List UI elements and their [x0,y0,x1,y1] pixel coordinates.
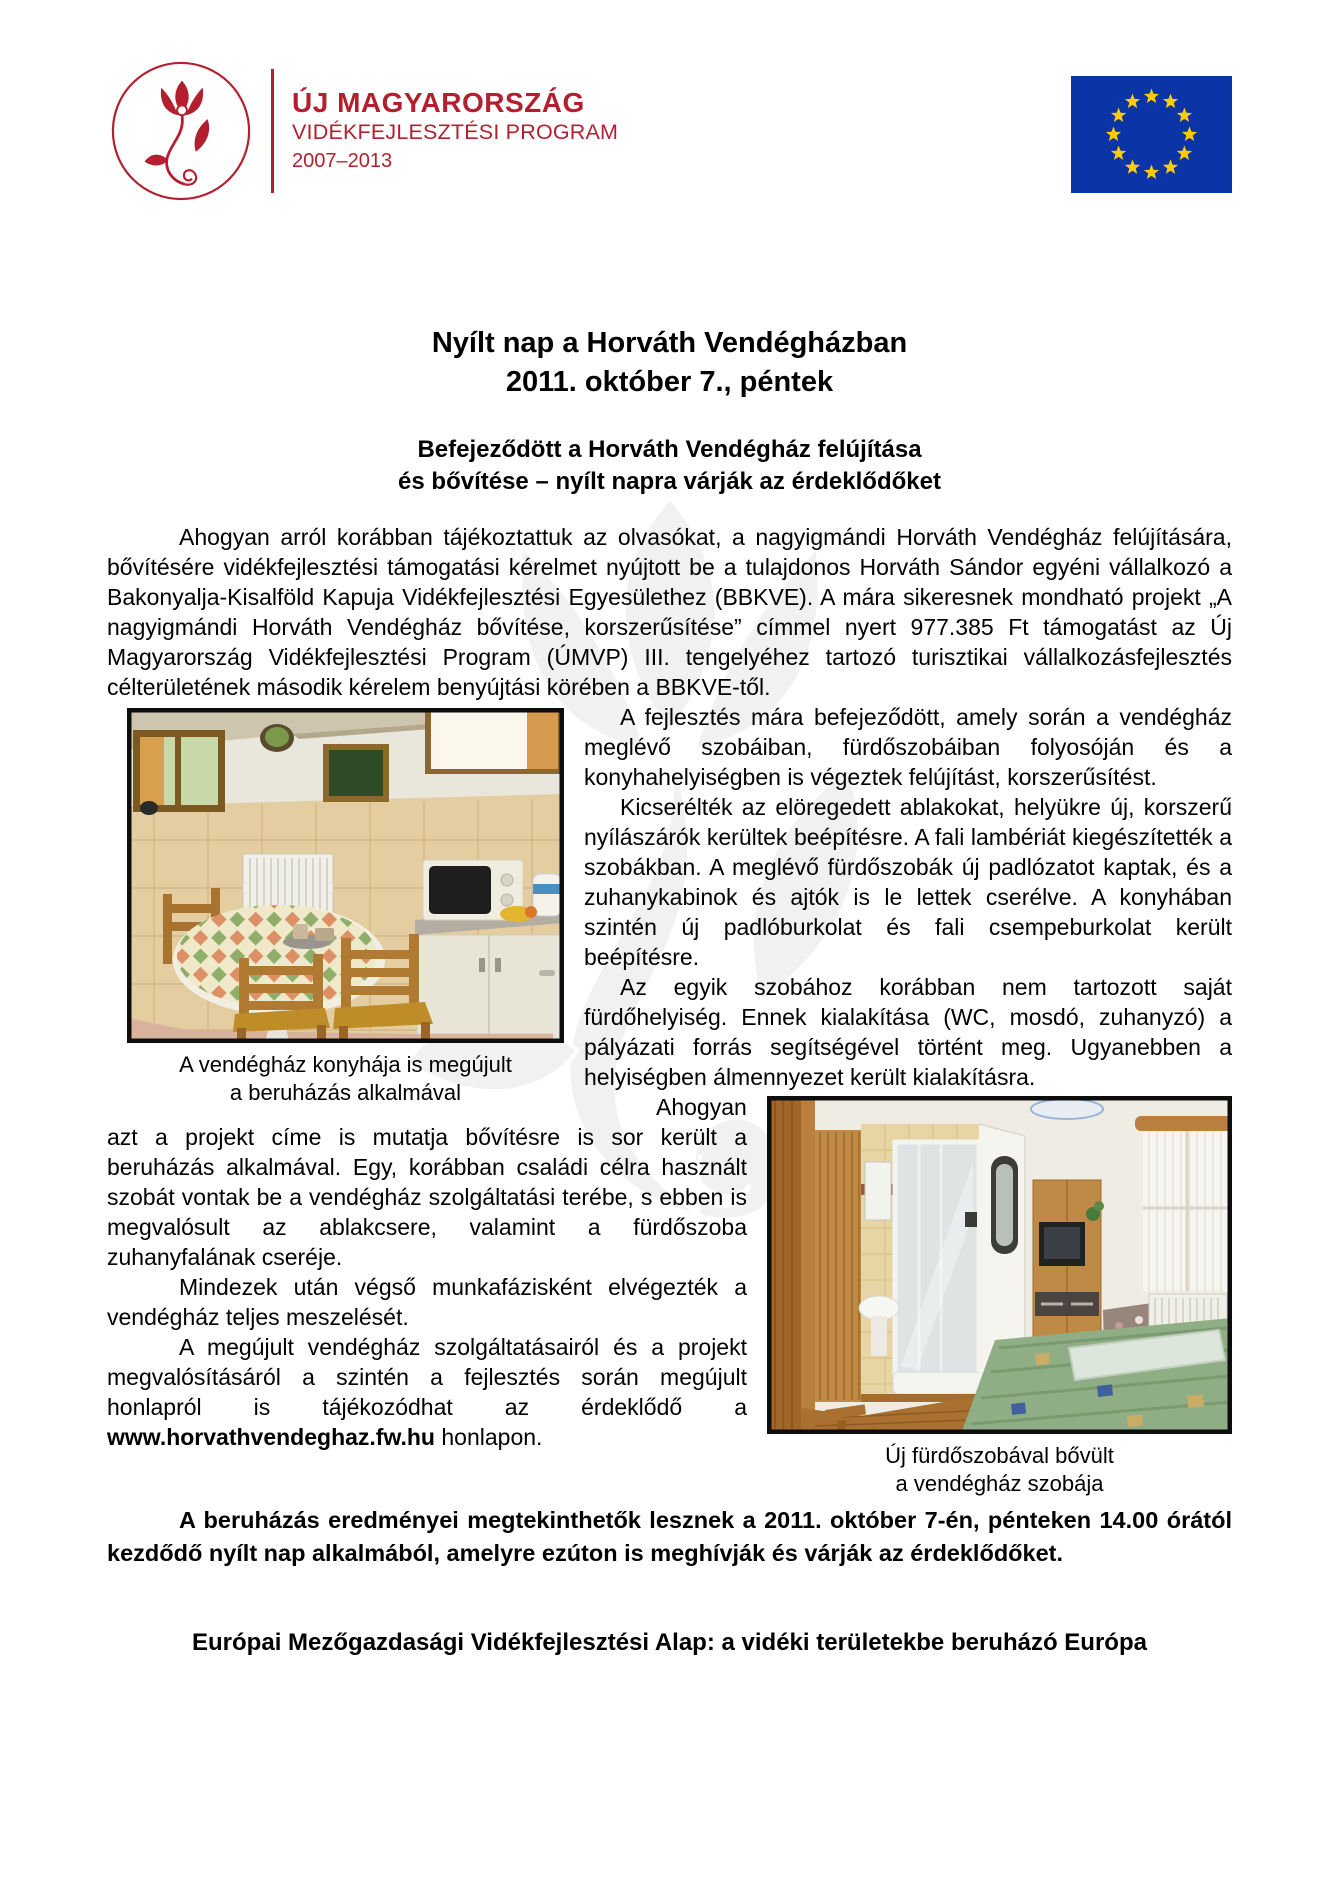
shower-cabin [893,1142,981,1394]
kitchen-figure [127,708,564,1107]
body-paragraph-5: Ahogyan azt a projekt címe is mutatja bővítésre is sor került a beruházás alkalmával. Egy, korábban családi célra használt szobát vontak be a vendégház szolgáltatási terébe, s ebben is megvalósult az ablakcsere, valamint a fürdőszoba zuhanyfalának cseréje. [107,1094,747,1270]
title-line-2: 2011. október 7., péntek [505,366,834,398]
kitchen-caption-line-2: a beruházás alkalmával [229,1080,462,1105]
kitchen-caption [127,1051,564,1107]
bathroom [859,1124,981,1402]
body-paragraph-2: A fejlesztés mára befejeződött, amely során a vendégház meglévő szobáiban, fürdőszobáiban folyosóján és a konyhahelyiségben is végeztek felújítást, korszerűsítést. [584,704,1232,790]
logo-divider [271,69,274,193]
bedroom-caption [767,1442,1232,1498]
article-body [107,522,1232,1496]
kitchen-cabinet [417,935,564,1034]
kettle [533,874,561,916]
page-subtitle [107,434,1232,498]
bedroom-figure [767,1096,1232,1498]
paragraph-7-text-end: honlapon. [435,1424,543,1450]
bedroom-window [1135,1116,1232,1291]
body-paragraph-4: Az egyik szobához korábban nem tartozott saját fürdőhelyiség. Ennek kialakítása (WC, mosdó, zuhanyzó) a pályázati forrás segítségével történt meg. Ugyanebben a helyiségben álmennyezet került kialakításra. [584,974,1232,1090]
page-title [107,324,1232,402]
subtitle-line-2: és bővítése – nyílt napra várják az érdeklődőket [398,468,941,495]
bedroom-caption-line-1: Új fürdőszobával bővült [885,1443,1114,1468]
body-paragraph-3: Kicserélték az elöregedett ablakokat, helyükre új, korszerű nyílászárók kerültek beépítésre. A fali lambériát kiegészítették a szobákban. A meglévő fürdőszobák új padlózatot kaptak, és a zuhanykabinok és ajtók is le lettek cserélve. A konyhában szintén új padlóburkolat és fali csempeburkolat került beépítésre. [584,794,1232,970]
kitchen-caption-line-1: A vendégház konyhája is megújult [179,1052,512,1077]
kitchen-photo [127,708,564,1043]
page-header [107,0,1232,208]
bedroom-caption-line-2: a vendégház szobája [895,1471,1104,1496]
subtitle-line-1: Befejeződött a Horváth Vendégház felújítása [417,436,922,463]
paragraph-7-text: A megújult vendégház szolgáltatásairól és a projekt megvalósításáról a szintén a fejlesztés során megújult honlapról is tájékozódhat az érdeklődő a [107,1334,747,1420]
bedroom-photo [767,1096,1232,1434]
logo-text [292,87,618,176]
title-line-1: Nyílt nap a Horváth Vendégházban [431,327,908,359]
folding-door [815,1130,861,1402]
website-url: www.horvathvendeghaz.fw.hu [107,1424,435,1450]
logo-years: 2007–2013 [292,149,393,172]
umvp-logo [107,56,618,206]
body-paragraph-6: Mindezek után végső munkafázisként elvégezték a vendégház teljes meszelését. [107,1274,747,1330]
umvp-tulip-icon [107,56,255,206]
body-paragraph-intro: Ahogyan arról korábban tájékoztattuk az olvasókat, a nagyigmándi Horváth Vendégház felújítására, bővítésére vidékfejlesztési támogatási kérelmet nyújtott be a tulajdonos Horváth Sándor egyéni vállalkozó a Bakonyalja-Kisalföld Kapuja Vidékfejlesztési Egyesülethez (BBKVE). A mára sikeresnek mondható projekt „A nagyigmándi Horváth Vendégház bővítése, korszerűsítése” címmel nyert 977.385 Ft támogatást az Új Magyarország Vidékfejlesztési Program (ÚMVP) III. tengelyéhez tartozó turisztikai vállalkozásfejlesztés célterületének második kérelem benyújtási körében a BBKVE-től. [107,524,1232,700]
eu-flag-icon [1071,76,1232,193]
logo-title: ÚJ MAGYARORSZÁG [292,86,585,118]
wall-mirror [991,1156,1018,1254]
footer-text: Európai Mezőgazdasági Vidékfejlesztési Alap: a vidéki területekbe beruházó Európa [192,1629,1147,1656]
logo-subtitle: VIDÉKFEJLESZTÉSI PROGRAM [292,119,619,144]
closing-paragraph: A beruházás eredményei megtekinthetők lesznek a 2011. október 7-én, pénteken 14.00 órától kezdődő nyílt nap alkalmából, amelyre ezúton is meghívják és várják az érdeklődőket. [107,1507,1232,1566]
